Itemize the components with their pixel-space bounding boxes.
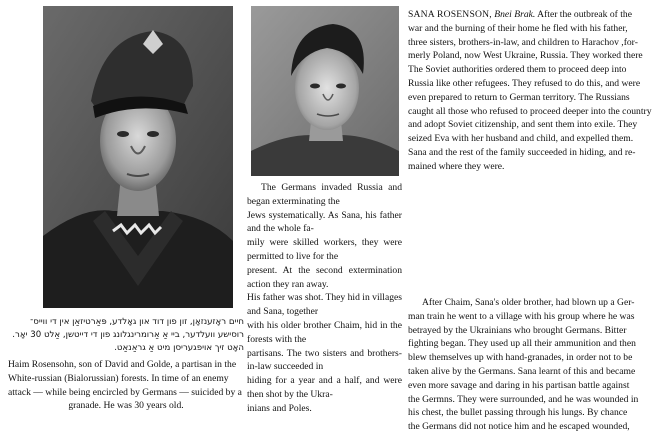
right-line-0-rest: After the outbreak of the	[535, 9, 632, 20]
soldier-portrait-icon	[43, 6, 233, 308]
yiddish-line-0: חיים ראָזענזאָן, זון פון דוד און גאָלדע, פּאַרטיזאַן אין די ווייס־	[30, 317, 244, 327]
english-line-0: Haim Rosensohn, son of David and Golde, a partisan in the	[8, 359, 237, 370]
bottom-line-4: blew themselves up with hand-granades, in order not to be	[408, 352, 633, 364]
person-name: SANA ROSENSON,	[408, 9, 492, 20]
portrait-photo-haim	[43, 6, 233, 308]
right-line-7: caught all those who refused to proceed deeper into the country	[408, 105, 652, 117]
biography-middle-column	[247, 181, 402, 416]
bottom-line-7: the Germns. They were surrounded, and he was wounded in	[408, 393, 639, 405]
yiddish-line-1: רוסישע וועלדער, ביי אַ אַרומרינגלונג פון די דייטשן, אַלט 30 יאָר.	[12, 330, 244, 340]
young-man-portrait-icon	[251, 6, 399, 176]
right-line-4: The Soviet authorities ordered them to proceed deep into	[408, 64, 627, 76]
right-line-8: and adopt Soviet citizenship, and sent them into exile. They	[408, 119, 638, 131]
middle-line-1: Jews systematically. As Sana, his father and the whole fa-	[247, 209, 402, 235]
bottom-line-2: betrayed by the Ukrainians who brought Germans. Bitter	[408, 324, 627, 336]
right-line-0	[408, 8, 660, 22]
english-line-1: White-russian (Bialorussian) forests. In time of an enemy	[8, 372, 229, 384]
biography-right-column	[408, 8, 660, 174]
bottom-line-8: his chest, the bullet passing through his lungs. By chance	[408, 407, 628, 419]
bottom-line-5: taken alive by the Germans. Sana learnt of this and became	[408, 365, 636, 377]
yiddish-line-2: האָט זיך אויפגעריסן מיט אַ גראַנאַט.	[114, 343, 244, 353]
right-line-5: Russia like other refugees. They refused to do this, and were	[408, 77, 641, 89]
middle-line-7: hiding for a year and a half, and were then shot by the Ukra-	[247, 375, 402, 400]
bottom-line-6: even more savage and daring in his partisan battle against	[408, 379, 630, 391]
biography-bottom-right-column	[408, 296, 660, 434]
middle-line-2: mily were skilled workers, they were permitted to live for the	[247, 237, 402, 262]
middle-line-4: His father was shot. They hid in villages and Sana, together	[247, 292, 402, 318]
right-line-3: merly Poland, now West Ukraine, Russia. They worked there	[408, 50, 643, 62]
right-line-9: seized Eva with her husband and child, and expelled them.	[408, 133, 634, 145]
right-line-11: mained where they were.	[408, 160, 505, 172]
right-line-1: war and the burning of their home he fled with his father,	[408, 22, 628, 34]
person-place: Bnei Brak.	[494, 9, 536, 20]
english-line-2: attack — while being encircled by Germans — suicided by a	[8, 386, 242, 398]
caption-yiddish	[8, 316, 244, 355]
right-line-6: even prepared to return to German territory. The Russians	[408, 91, 630, 103]
bottom-line-1: man train he went to a village with his group where he was	[408, 310, 635, 322]
bottom-line-0: After Chaim, Sana's older brother, had blown up a Ger-	[422, 297, 635, 308]
right-line-10: Sana and the rest of the family succeeded in hiding, and re-	[408, 146, 636, 158]
middle-line-0: The Germans invaded Russia and began exterminating the	[247, 182, 402, 207]
english-line-3: granade. He was 30 years old.	[68, 400, 184, 412]
middle-line-8: inians and Poles.	[247, 402, 312, 414]
middle-line-3: present. At the second extermination action they ran away.	[247, 264, 402, 290]
middle-line-5: with his older brother Chaim, hid in the forests with the	[247, 319, 402, 345]
portrait-photo-sana	[251, 6, 399, 176]
bottom-line-9: the Germans did not notice him and he escaped wounded,	[408, 421, 630, 433]
middle-line-6: partisans. The two sisters and brothers-in-law succeeded in	[247, 347, 402, 373]
caption-english	[8, 358, 244, 413]
right-line-2: three sisters, brothers-in-law, and children to Harachov ,for-	[408, 36, 638, 48]
bottom-line-3: fighting began. They used up all their ammunition and then	[408, 338, 636, 350]
